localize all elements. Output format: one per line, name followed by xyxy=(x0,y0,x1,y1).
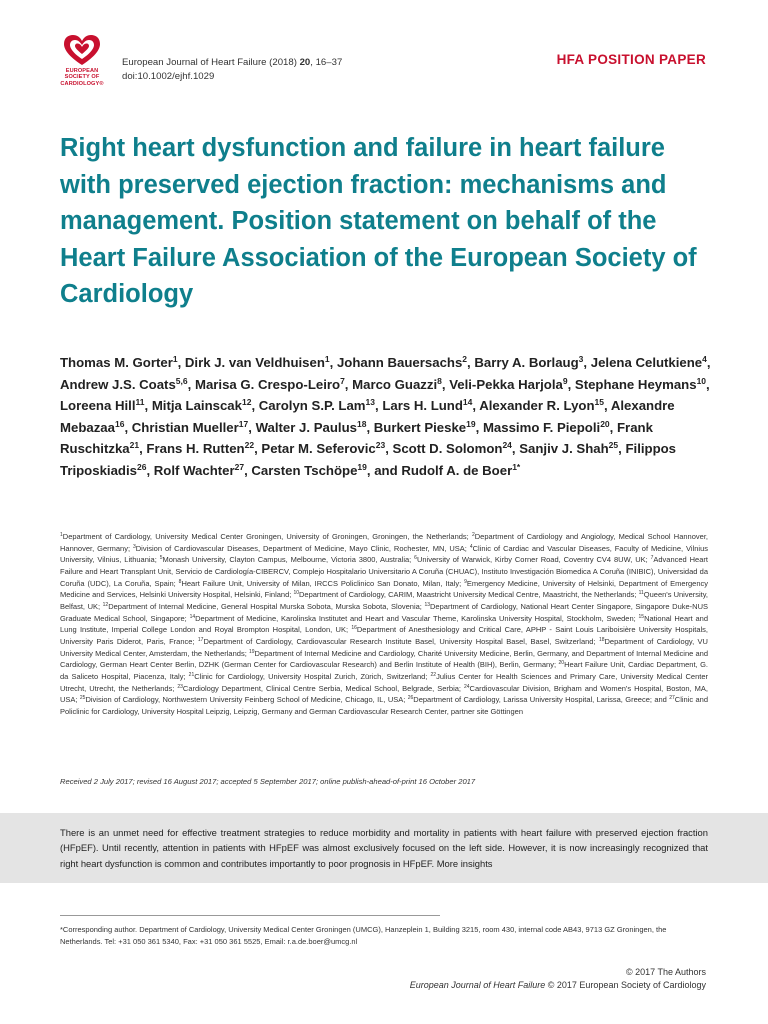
author-name: Loreena Hill xyxy=(60,398,136,413)
author-affiliation-mark: 1 xyxy=(324,354,330,364)
author-separator: , xyxy=(244,462,252,478)
affiliation-number: 27 xyxy=(669,695,675,702)
corresponding-author: *Corresponding author. Department of Cardiology, University Medical Center Groningen (UMCG), Hanzeplein 1, Building 3215, room 430, internal code AB43, 9713 GZ Groningen, the Netherlands. Tel: +31 050 361 5340, Fax: +31 050 361 5525, Email: r.a.de.boer@umcg.nl xyxy=(60,925,667,946)
author-name: Lars H. Lund xyxy=(382,398,463,413)
author-separator: , xyxy=(329,355,337,370)
author-affiliation-mark: 5,6 xyxy=(175,375,188,386)
affiliation-number: 3 xyxy=(132,543,136,550)
copyright-society: © 2017 European Society of Cardiology xyxy=(545,980,706,990)
author-name: Stephane Heymans xyxy=(574,376,697,392)
author-separator: , xyxy=(467,355,475,370)
author-separator: , xyxy=(583,355,591,370)
author-affiliation-mark: 2 xyxy=(462,354,468,364)
affiliation-number: 19 xyxy=(248,648,255,655)
logo-line-3: CARDIOLOGY® xyxy=(60,80,104,87)
author-name: Massimo F. Piepoli xyxy=(482,419,601,435)
journal-pages: , 16–37 xyxy=(310,57,343,68)
affiliation-number: 13 xyxy=(424,601,431,608)
affiliation-number: 25 xyxy=(79,695,86,702)
author-separator: , xyxy=(567,376,575,392)
author-separator: , xyxy=(618,441,626,456)
journal-volume: 20 xyxy=(299,57,311,68)
author-separator: , xyxy=(248,419,256,435)
author-affiliation-mark: 13 xyxy=(365,397,375,407)
affiliation-number: 5 xyxy=(159,555,163,562)
affiliation-number: 21 xyxy=(188,671,195,678)
author-name: Christian Mueller xyxy=(131,419,239,435)
affiliations xyxy=(60,531,708,718)
journal-name: European Journal of Heart Failure (2018) xyxy=(122,57,300,68)
author-name: Marisa G. Crespo-Leiro xyxy=(194,376,341,392)
affiliation-number: 4 xyxy=(469,543,473,550)
author-name: Dirk J. van Veldhuisen xyxy=(184,355,325,370)
author-name: Rudolf A. de Boer xyxy=(401,462,513,478)
author-separator: , xyxy=(139,441,147,456)
author-name: Veli-Pekka Harjola xyxy=(449,376,563,392)
author-separator: , xyxy=(344,376,353,392)
affiliation-text: Cardiovascular Division, Brigham and Women's Hospital, Boston, MA, USA; xyxy=(60,683,708,705)
author-affiliation-mark: 23 xyxy=(375,440,386,450)
affiliation-text: Julius Center for Health Sciences and Primary Care, University Medical Center Utrecht, Utrecht, the Netherlands; xyxy=(60,671,708,693)
author-affiliation-mark: 26 xyxy=(136,461,147,472)
affiliation-number: 8 xyxy=(178,578,182,585)
journal-doi: doi:10.1002/ejhf.1029 xyxy=(122,71,215,82)
affiliation-text: Division of Cardiovascular Diseases, Department of Medicine, Mayo Clinic, Rochester, MN, USA; xyxy=(135,543,470,553)
affiliation-text: Department of Cardiology, University Medical Center Groningen, University of Groningen, Groningen, the Netherlands; xyxy=(62,532,472,541)
author-affiliation-mark: 16 xyxy=(114,418,125,429)
copyright-line-2 xyxy=(410,979,706,992)
author-separator: , xyxy=(475,419,483,435)
author-affiliation-mark: 4 xyxy=(702,354,707,364)
affiliation-number: 26 xyxy=(407,695,414,702)
affiliation-text: National Heart and Lung Institute, Imperial College London and Royal Brompton Hospital, London, UK; xyxy=(60,613,709,635)
author-separator: , xyxy=(254,441,262,456)
author-affiliation-mark: 22 xyxy=(244,440,255,450)
author-separator: , xyxy=(251,398,259,413)
affiliation-text: Clinic of Cardiac and Vascular Diseases, Faculty of Medicine, Vilnius University, Vilnius, Lithuania; xyxy=(60,543,708,565)
author-affiliation-mark: 1 xyxy=(172,354,178,364)
author-separator: , xyxy=(375,398,383,413)
author-affiliation-mark: 3 xyxy=(578,354,584,364)
affiliation-number: 20 xyxy=(558,660,565,667)
author-separator: , xyxy=(472,398,480,413)
author-separator: , xyxy=(177,355,185,370)
author-name: Johann Bauersachs xyxy=(336,355,463,370)
author-separator: , xyxy=(366,419,374,435)
affiliation-number: 15 xyxy=(638,613,645,620)
author-separator: , xyxy=(706,376,710,392)
footnote-divider xyxy=(60,915,440,916)
author-affiliation-mark: 9 xyxy=(562,375,568,386)
copyright-line-1: © 2017 The Authors xyxy=(625,967,706,977)
affiliation-text: Department of Medicine, Karolinska Institutet and Heart and Vascular Theme, Karolinska University Hospital, Stockholm, Sweden; xyxy=(195,613,639,623)
author-separator: , xyxy=(144,398,152,413)
author-affiliation-mark: 18 xyxy=(356,418,367,429)
logo-line-2: SOCIETY OF xyxy=(64,74,100,81)
esc-logo xyxy=(54,34,110,87)
author-affiliation-mark: 24 xyxy=(502,440,512,450)
affiliation-number: 9 xyxy=(464,578,467,585)
paper-type-label: HFA POSITION PAPER xyxy=(556,52,706,67)
affiliation-text: Department of Cardiology and Angiology, Medical School Hannover, Hannover, Germany; xyxy=(60,532,708,553)
copyright-journal: European Journal of Heart Failure xyxy=(409,980,546,990)
affiliation-number: 22 xyxy=(430,671,437,678)
journal-citation xyxy=(122,56,342,84)
author-affiliation-mark: 20 xyxy=(600,418,610,429)
author-affiliation-mark: 8 xyxy=(437,375,442,386)
affiliation-text: Division of Cardiology, Northwestern University Feinberg School of Medicine, Chicago, IL, USA; xyxy=(85,695,408,705)
affiliation-text: Department of Cardiology, CARIM, Maastricht University Medical Centre, Maastricht, the Netherlands; xyxy=(299,590,639,600)
paper-title: Right heart dysfunction and failure in heart failure with preserved ejection fraction: mechanisms and management. Position statement on behalf of the Heart Failure Association of the European Society of Cardiology xyxy=(60,134,697,308)
author-name: Sanjiv J. Shah xyxy=(519,441,609,456)
author-affiliation-mark: 27 xyxy=(234,461,245,472)
author-name: Alexandre Mebazaa xyxy=(60,398,675,435)
author-name: Filippos Triposkiadis xyxy=(60,441,677,478)
author-name: Barry A. Borlaug xyxy=(474,355,579,370)
author-name: Jelena Celutkiene xyxy=(590,355,703,370)
affiliation-number: 1 xyxy=(60,532,63,538)
author-separator: , xyxy=(146,462,154,478)
affiliation-number: 24 xyxy=(463,683,470,690)
author-affiliation-mark: 1* xyxy=(512,461,521,472)
author-list xyxy=(60,352,720,481)
affiliation-number: 12 xyxy=(102,601,109,608)
author-name: Scott D. Solomon xyxy=(392,441,503,456)
author-affiliation-mark: 11 xyxy=(135,397,145,407)
author-separator: , xyxy=(604,398,611,413)
author-affiliation-mark: 25 xyxy=(608,440,619,450)
author-separator: , xyxy=(187,376,195,392)
author-affiliation-mark: 17 xyxy=(238,418,249,429)
author-name: Marco Guazzi xyxy=(352,376,438,392)
affiliation-number: 14 xyxy=(189,613,196,620)
received-dates: Received 2 July 2017; revised 16 August 2017; accepted 5 September 2017; online publish-ahead-of-print 16 October 2017 xyxy=(60,777,476,786)
author-name: Thomas M. Gorter xyxy=(60,355,173,370)
affiliation-text: Emergency Medicine, University of Helsinki, Department of Emergency Medicine and Services, Helsinki University Hospital, Helsinki, Finland; xyxy=(60,578,709,600)
author-separator: , xyxy=(511,441,520,456)
affiliation-number: 17 xyxy=(197,636,204,643)
author-affiliation-mark: 14 xyxy=(462,397,473,407)
affiliation-text: Department of Internal Medicine, General Hospital Murska Sobota, Murska Sobota, Slovenia; xyxy=(108,601,425,611)
affiliation-text: Heart Failure Unit, University of Milan, IRCCS Policlinico San Donato, Milan, Italy; xyxy=(181,578,465,588)
author-name: Andrew J.S. Coats xyxy=(60,376,176,392)
author-affiliation-mark: 7 xyxy=(340,375,345,386)
affiliation-text: Department of Anesthesiology and Critical Care, APHP - Saint Louis Lariboisière University Hospitals, University Paris Diderot, Paris, France; xyxy=(60,625,709,646)
author-separator: , and xyxy=(366,462,402,478)
affiliation-number: 16 xyxy=(351,625,357,632)
affiliation-number: 2 xyxy=(471,532,475,538)
author-name: Mitja Lainscak xyxy=(151,398,242,413)
affiliation-text: Department of Cardiology, Cardiovascular Research Institute Basel, University Hospital Basel, Basel, Switzerland; xyxy=(203,636,599,646)
abstract-text: There is an unmet need for effective treatment strategies to reduce morbidity and mortality in patients with heart failure with preserved ejection fraction (HFpEF). Until recently, attention in patients with HFpEF was almost exclusively focused on the left side. However, it is now increasingly recognized that right heart dysfunction is common and contributes importantly to poor prognosis in HFpEF. More insights xyxy=(60,827,708,869)
affiliation-number: 6 xyxy=(414,555,417,562)
author-affiliation-mark: 15 xyxy=(594,397,604,407)
affiliation-text: Monash University, Clayton Campus, Melbourne, Victoria 3800, Australia; xyxy=(162,555,415,565)
logo-line-1: EUROPEAN xyxy=(65,68,99,74)
author-separator: , xyxy=(706,355,711,370)
author-affiliation-mark: 21 xyxy=(129,440,140,450)
author-affiliation-mark: 10 xyxy=(696,375,707,386)
author-separator: , xyxy=(441,376,450,392)
author-separator: , xyxy=(609,419,617,435)
abstract-box xyxy=(0,813,768,883)
author-name: Walter J. Paulus xyxy=(255,419,357,435)
affiliation-text: Cardiology Department, Clinical Centre Serbia, Medical School, Belgrade, Serbia; xyxy=(182,683,464,693)
affiliation-number: 11 xyxy=(638,590,644,597)
affiliation-text: Department of Cardiology, VU University Medical Center, Amsterdam, the Netherlands; xyxy=(60,636,708,658)
affiliation-text: Clinic and Policlinic for Cardiology, University Hospital Leipzig, Leipzig, Germany and German Cardiovascular Research Center, partner site Göttingen xyxy=(60,695,709,716)
affiliation-text: Department of Internal Medicine and Cardiology, Charité University Medicine, Berlin, Germany, and Department of Internal Medicine and Cardiology, German Heart Center Berlin, DZHK (German Center for Cardiovascular Research) and Berlin Institute of Health (BIH), Berlin, Germany; xyxy=(60,648,708,670)
affiliation-number: 7 xyxy=(650,555,654,562)
author-name: Carsten Tschöpe xyxy=(251,462,358,478)
affiliation-text: Clinic for Cardiology, University Hospital Zurich, Zürich, Switzerland; xyxy=(194,671,431,681)
heart-logo-icon xyxy=(62,34,102,68)
affiliation-text: Advanced Heart Failure and Heart Transplant Unit, Servicio de Cardiología-CIBERCV, Complejo Hospitalario Universitario A Coruña (CHUAC), Instituto Investigación Biomedica A Coruña (INIBIC), Universidad da Coruña (UDC), La Coruña, Spain; xyxy=(60,555,708,588)
author-affiliation-mark: 12 xyxy=(241,397,252,407)
affiliation-text: Department of Cardiology, National Heart Center Singapore, Singapore Duke-NUS Graduate Medical School, Singapore; xyxy=(60,601,708,623)
affiliation-number: 18 xyxy=(598,636,605,643)
affiliation-text: Heart Failure Unit, Cardiac Department, G. da Saliceto Hospital, Piacenza, Italy; xyxy=(60,660,708,681)
affiliation-number: 10 xyxy=(293,590,299,597)
affiliation-text: Department of Cardiology, Larissa University Hospital, Larissa, Greece; and xyxy=(413,695,670,705)
author-affiliation-mark: 19 xyxy=(466,418,476,429)
copyright-notice xyxy=(410,966,706,992)
author-name: Alexander R. Lyon xyxy=(479,398,595,413)
author-separator: , xyxy=(385,441,393,456)
author-name: Carolyn S.P. Lam xyxy=(258,398,366,413)
affiliation-text: University of Warwick, Kirby Corner Road, Coventry CV4 8UW, UK; xyxy=(416,555,651,565)
affiliation-text: Queen's University, Belfast, UK; xyxy=(60,590,709,611)
journal-reference xyxy=(122,56,342,70)
author-separator: , xyxy=(124,419,132,435)
affiliation-number: 23 xyxy=(177,683,183,690)
author-name: Petar M. Seferovic xyxy=(261,441,376,456)
author-affiliation-mark: 19 xyxy=(357,461,367,472)
author-name: Frans H. Rutten xyxy=(146,441,245,456)
logo-text xyxy=(54,68,110,87)
author-name: Frank Ruschitzka xyxy=(60,419,653,456)
author-name: Burkert Pieske xyxy=(373,419,467,435)
author-name: Rolf Wachter xyxy=(153,462,235,478)
